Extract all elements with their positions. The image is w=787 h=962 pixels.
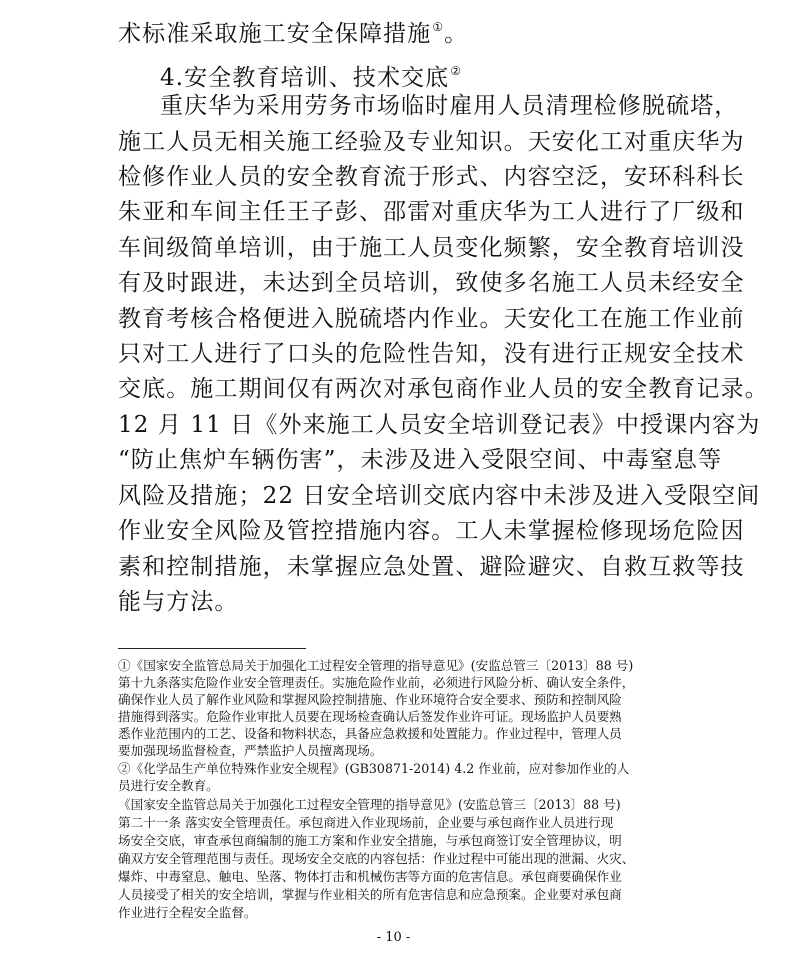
footnote-line-5: 悉作业范围内的工艺、设备和物料状态，具备应急救援和处置能力。作业过程中，管理人员 <box>118 726 622 741</box>
body-line-8: 有及时跟进，未达到全员培训，致使多名施工人员未经安全 <box>118 270 745 296</box>
body-line-14: 风险及措施；22 日安全培训交底内容中未涉及进入受限空间 <box>118 483 761 509</box>
footnote-line-7: ②《化学品生产单位特殊作业安全规程》(GB30871-2014) 4.2 作业前，应对参加作业的人 <box>118 761 630 776</box>
footnote-line-8: 员进行安全教育。 <box>118 778 219 793</box>
footnote-line-6: 要加强现场监督检查，严禁监护人员擅离现场。 <box>118 743 383 758</box>
footnote-line-2: 第十九条落实危险作业安全管理责任。实施危险作业前，必须进行风险分析、确认安全条件， <box>118 675 635 690</box>
body-line-12: 12 月 11 日《外来施工人员安全培训登记表》中授课内容为 <box>118 412 761 438</box>
footnote-ref-1[interactable]: ① <box>432 20 445 34</box>
body-line-13: “防止焦炉车辆伤害”，未涉及进入受限空间、中毒窒息等 <box>118 447 723 473</box>
footnote-line-10: 第二十一条 落实安全管理责任。承包商进入作业现场前，企业要与承包商作业人员进行现 <box>118 815 614 830</box>
footnote-line-3: 确保作业人员了解作业风险和掌握风险控制措施、作业环境符合安全要求、预防和控制风险 <box>118 692 622 707</box>
body-line-4: 施工人员无相关施工经验及专业知识。天安化工对重庆华为 <box>118 129 745 155</box>
body-line-3: 重庆华为采用劳务市场临时雇用人员清理检修脱硫塔， <box>160 93 739 119</box>
footnote-line-13: 爆炸、中毒窒息、触电、坠落、物体打击和机械伤害等方面的危害信息。承包商要确保作业 <box>118 869 622 884</box>
body-line-9: 教育考核合格便进入脱硫塔内作业。天安化工在施工作业前 <box>118 306 745 332</box>
footnote-line-9: 《国家安全监管总局关于加强化工过程安全管理的指导意见》(安监总管三〔2013〕88 号) <box>118 797 621 812</box>
body-line-11: 交底。施工期间仅有两次对承包商作业人员的安全教育记录。 <box>118 376 769 402</box>
page-number: - 10 - <box>376 930 411 945</box>
body-line-16: 素和控制措施，未掌握应急处置、避险避灾、自救互救等技 <box>118 554 745 580</box>
body-line-15: 作业安全风险及管控措施内容。工人未掌握检修现场危险因 <box>118 518 745 544</box>
footnote-line-4: 措施得到落实。危险作业审批人员要在现场检查确认后签发作业许可证。现场监护人员要熟 <box>118 709 622 724</box>
section-heading: 4.安全教育培训、技术交底② <box>160 64 463 91</box>
body-line-17: 能与方法。 <box>118 589 239 615</box>
body-line-7: 车间级简单培训，由于施工人员变化频繁，安全教育培训没 <box>118 235 745 261</box>
footnote-line-1: ①《国家安全监管总局关于加强化工过程安全管理的指导意见》(安监总管三〔2013〕88 号) <box>118 658 634 673</box>
body-line-1: 术标准采取施工安全保障措施①。 <box>118 20 469 47</box>
body-line-6: 朱亚和车间主任王子彭、邵雷对重庆华为工人进行了厂级和 <box>118 199 745 225</box>
footnote-line-15: 作业进行全程安全监督。 <box>118 905 257 920</box>
footnote-line-11: 场安全交底，审查承包商编制的施工方案和作业安全措施，与承包商签订安全管理协议，明 <box>118 833 622 848</box>
footnote-ref-2[interactable]: ② <box>450 64 463 78</box>
footnote-separator <box>118 648 306 649</box>
body-line-5: 检修作业人员的安全教育流于形式、内容空泛，安环科科长 <box>118 164 745 190</box>
footnote-line-12: 确双方安全管理范围与责任。现场安全交底的内容包括：作业过程中可能出现的泄漏、火灾、 <box>118 851 635 866</box>
body-line-10: 只对工人进行了口头的危险性告知，没有进行正规安全技术 <box>118 341 745 367</box>
footnote-line-14: 人员接受了相关的安全培训，掌握与作业相关的所有危害信息和应急预案。企业要对承包商 <box>118 887 622 902</box>
